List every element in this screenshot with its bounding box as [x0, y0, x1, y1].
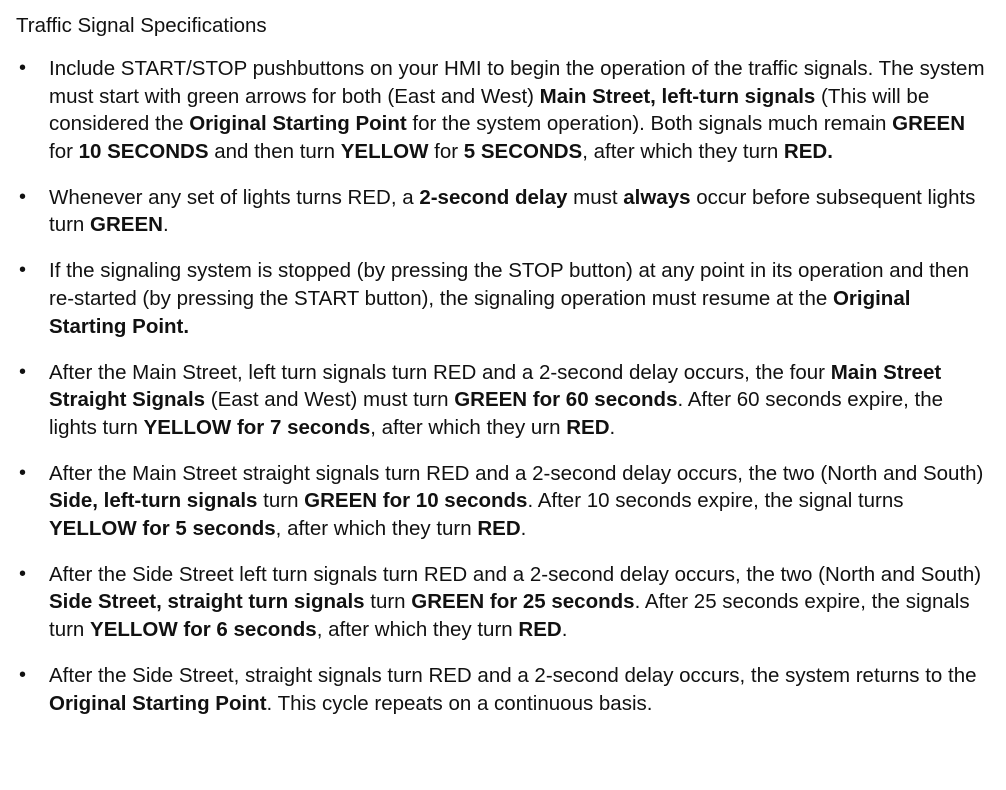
bold-phrase: Main Street Straight Signals: [49, 360, 942, 412]
bold-phrase: GREEN: [90, 213, 163, 237]
bold-phrase: Original Starting Point: [49, 691, 267, 715]
text-run: , after which they turn: [275, 516, 478, 540]
bold-phrase: YELLOW for 5 seconds: [49, 516, 276, 540]
document-title: Traffic Signal Specifications: [16, 14, 267, 37]
bold-phrase: 10 SECONDS: [78, 139, 209, 163]
text-run: . This cycle repeats on a continuous basis.: [266, 691, 653, 715]
text-run: .: [520, 516, 527, 540]
bold-phrase: always: [623, 185, 691, 209]
spec-item-text: [49, 462, 983, 540]
text-run: for: [428, 139, 464, 163]
text-run: must: [567, 185, 624, 209]
bold-phrase: 5 SECONDS: [463, 139, 583, 163]
bullet-icon: •: [19, 461, 27, 484]
text-run: After the Side Street, straight signals turn RED and a 2-second delay occurs, the system returns to the: [49, 664, 977, 688]
text-run: . After 10 seconds expire, the signal turns: [527, 489, 904, 513]
text-run: (This will be considered the: [49, 84, 930, 136]
bold-phrase: Main Street, left-turn signals: [539, 84, 816, 108]
text-run: (East and West) must turn: [205, 388, 455, 412]
spec-list-item: [16, 561, 1006, 644]
bullet-icon: •: [19, 664, 27, 687]
spec-list-item: [16, 184, 1006, 239]
text-run: turn: [257, 489, 305, 513]
bullet-icon: •: [19, 185, 27, 208]
text-run: Include START/STOP pushbuttons on your HMI to begin the operation of the traffic signals. The system must start with green arrows for both (East and West): [49, 57, 985, 108]
spec-item-text: [49, 664, 977, 715]
bold-phrase: GREEN for 25 seconds: [411, 590, 635, 614]
spec-list-item: [16, 55, 1006, 165]
text-run: and then turn: [208, 139, 341, 163]
bold-phrase: YELLOW: [340, 139, 429, 163]
bold-phrase: GREEN for 60 seconds: [454, 388, 678, 412]
spec-item-text: [49, 186, 975, 237]
bold-phrase: GREEN: [892, 112, 966, 136]
bold-phrase: 2-second delay: [419, 185, 568, 209]
spec-item-text: [49, 57, 985, 163]
bold-phrase: GREEN for 10 seconds: [304, 489, 528, 513]
text-run: After the Main Street straight signals turn RED and a 2-second delay occurs, the two (North and South): [49, 461, 984, 485]
spec-item-text: [49, 259, 969, 337]
spec-list-item: [16, 359, 1006, 442]
spec-list-item: [16, 460, 1006, 543]
text-run: for: [49, 139, 79, 163]
bold-phrase: Side, left-turn signals: [49, 489, 258, 513]
spec-list-item: [16, 257, 1006, 340]
bold-phrase: YELLOW for 6 seconds: [90, 618, 317, 642]
bold-phrase: Original Starting Point.: [49, 286, 911, 338]
spec-list-item: [16, 662, 1006, 717]
bullet-icon: •: [19, 562, 27, 585]
text-run: After the Side Street left turn signals turn RED and a 2-second delay occurs, the two (North and South): [49, 562, 982, 586]
text-run: .: [162, 213, 169, 237]
text-run: Whenever any set of lights turns RED, a: [49, 185, 420, 209]
text-run: , after which they turn: [316, 618, 519, 642]
bullet-icon: •: [19, 259, 27, 282]
bullet-icon: •: [19, 360, 27, 383]
text-run: After the Main Street, left turn signals turn RED and a 2-second delay occurs, the four: [49, 360, 831, 384]
text-run: . After 25 seconds expire, the signals turn: [49, 590, 970, 642]
spec-item-text: [49, 563, 981, 641]
bold-phrase: RED: [477, 516, 521, 540]
text-run: for the system operation). Both signals much remain: [406, 112, 893, 136]
text-run: , after which they urn: [370, 415, 567, 439]
bold-phrase: Original Starting Point: [189, 112, 407, 136]
text-run: , after which they turn: [582, 139, 784, 163]
bullet-icon: •: [19, 57, 27, 79]
bold-phrase: RED: [566, 415, 610, 439]
spec-item-text: [49, 361, 943, 439]
bold-phrase: Side Street, straight turn signals: [49, 590, 365, 614]
text-run: . After 60 seconds expire, the lights turn: [49, 388, 944, 439]
bold-phrase: RED: [518, 618, 562, 642]
bold-phrase: YELLOW for 7 seconds: [143, 415, 371, 439]
text-run: If the signaling system is stopped (by pressing the STOP button) at any point in its operation and then re-started (by pressing the START button), the signaling operation must resume at the: [49, 259, 970, 310]
spec-list: [16, 55, 1006, 717]
text-run: occur before subsequent lights turn: [49, 185, 976, 237]
text-run: .: [609, 415, 616, 439]
bold-phrase: RED.: [783, 139, 833, 163]
text-run: .: [561, 618, 568, 642]
text-run: turn: [364, 590, 412, 614]
